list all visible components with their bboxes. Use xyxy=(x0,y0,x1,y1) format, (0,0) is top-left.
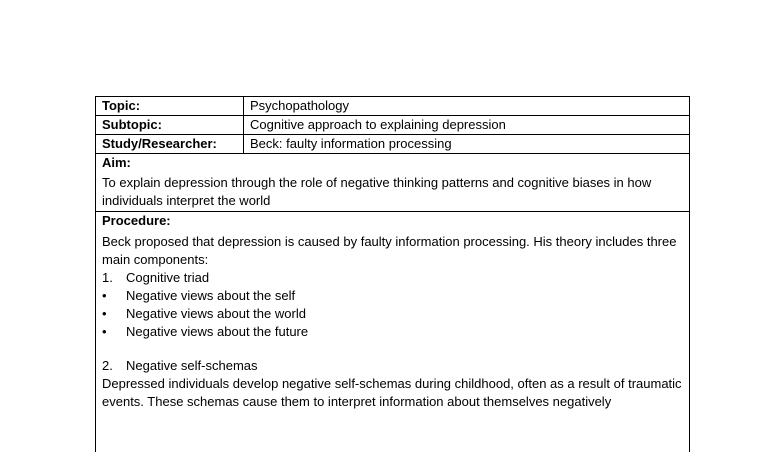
study-summary-table xyxy=(95,96,690,452)
bullet-item xyxy=(102,323,683,341)
self-schemas-text: Depressed individuals develop negative self-schemas during childhood, often as a result of traumatic events. These schemas cause them to interpret information about themselves negatively xyxy=(102,375,683,411)
list-item-cognitive-triad xyxy=(102,269,683,287)
procedure-intro: Beck proposed that depression is caused by faulty information processing. His theory includes three main components: xyxy=(102,233,683,269)
aim-text: To explain depression through the role of negative thinking patterns and cognitive biases in how individuals interpret the world xyxy=(102,172,683,211)
study-row xyxy=(96,135,690,154)
bullet-item xyxy=(102,287,683,305)
topic-value: Psychopathology xyxy=(244,97,690,116)
bullet-text: Negative views about the future xyxy=(126,324,308,339)
subtopic-label: Subtopic: xyxy=(96,116,244,135)
list-number-1: 1. xyxy=(102,269,122,287)
study-label: Study/Researcher: xyxy=(96,135,244,154)
self-schemas-label: Negative self-schemas xyxy=(126,358,258,373)
procedure-label: Procedure: xyxy=(102,212,683,230)
bullet-icon: • xyxy=(102,287,122,305)
topic-label: Topic: xyxy=(96,97,244,116)
triad-bullet-list xyxy=(102,287,683,341)
bullet-icon: • xyxy=(102,323,122,341)
spacer xyxy=(102,341,683,357)
bullet-text: Negative views about the self xyxy=(126,288,295,303)
topic-row xyxy=(96,97,690,116)
aim-row xyxy=(96,154,690,212)
numbered-list-2 xyxy=(102,357,683,375)
bullet-item xyxy=(102,305,683,323)
bullet-icon: • xyxy=(102,305,122,323)
list-number-2: 2. xyxy=(102,357,122,375)
bullet-text: Negative views about the world xyxy=(126,306,306,321)
numbered-list-1 xyxy=(102,269,683,287)
subtopic-value: Cognitive approach to explaining depression xyxy=(244,116,690,135)
study-value: Beck: faulty information processing xyxy=(244,135,690,154)
list-item-self-schemas xyxy=(102,357,683,375)
aim-label: Aim: xyxy=(102,154,683,172)
procedure-row xyxy=(96,212,690,452)
procedure-cell xyxy=(96,212,690,452)
aim-cell xyxy=(96,154,690,212)
cognitive-triad-label: Cognitive triad xyxy=(126,270,209,285)
subtopic-row xyxy=(96,116,690,135)
